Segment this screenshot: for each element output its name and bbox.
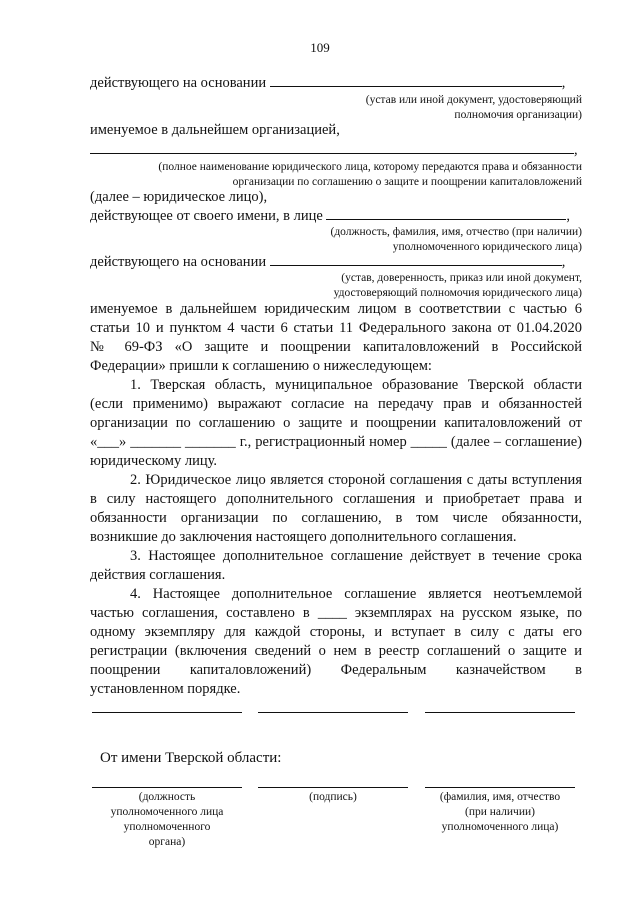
signature-line: [425, 787, 575, 788]
blank-field: [326, 207, 566, 220]
p1-line: организации по соглашению о защите и поощрении капиталовложений от: [90, 415, 582, 431]
p3-line: действия соглашения.: [90, 567, 226, 583]
blank-field: [270, 74, 562, 87]
signature-line: [92, 787, 242, 788]
acting-basis-line: действующего на основании ,: [90, 75, 566, 91]
acting-basis-label: действующего на основании: [90, 75, 267, 91]
caption-position: (должность уполномоченного лица уполномоченного органа): [110, 791, 224, 848]
signature-line: [92, 712, 242, 713]
page-number: 109: [310, 40, 330, 55]
org-name-line: ,: [90, 141, 578, 159]
footnote: удостоверяющий полномочия юридического лица): [333, 287, 582, 299]
p1-line: юридическому лицу.: [90, 453, 218, 469]
p2-line: в силу настоящего дополнительного соглашения и приобретает права и: [90, 491, 582, 507]
p4-line: поощрении капиталовложений) Федеральным казначейством в: [90, 662, 582, 678]
footnote: (должность, фамилия, имя, отчество (при наличии): [330, 226, 582, 238]
intro-line: № 69-ФЗ «О защите и поощрении капиталовложений в Российской: [90, 339, 582, 355]
acting-basis2-line: действующего на основании ,: [90, 254, 566, 270]
intro-line: Федерации» пришли к соглашению о нижеследующем:: [90, 358, 432, 374]
blank-field: [90, 141, 574, 154]
hereinafter-org: именуемое в дальнейшем организацией,: [90, 122, 340, 138]
caption-name: (фамилия, имя, отчество (при наличии) уполномоченного лица): [439, 791, 561, 833]
p2-line: 2. Юридическое лицо является стороной соглашения с даты вступления: [130, 472, 582, 488]
p4-line: 4. Настоящее дополнительное соглашение является неотъемлемой: [130, 586, 582, 602]
signature-line: [425, 712, 575, 713]
p1-line: (если применимо) выражают согласие на передачу прав и обязанностей: [90, 396, 582, 412]
p3-line: 3. Настоящее дополнительное соглашение действует в течение срока: [130, 548, 582, 564]
p1-line: 1. Тверская область, муниципальное образование Тверской области: [130, 377, 582, 393]
footnote: (полное наименование юридического лица, которому передаются права и обязанности: [158, 161, 582, 173]
signature-line: [258, 787, 408, 788]
p4-line: установленном порядке.: [90, 681, 241, 697]
footnote: (устав или иной документ, удостоверяющий: [365, 94, 582, 106]
acting-person-line: действующее от своего имени, в лице ,: [90, 208, 571, 224]
signature-line: [258, 712, 408, 713]
footnote: полномочия организации): [454, 109, 582, 121]
p4-line: регистрации (включения сведений о нем в реестр соглашений о защите и: [90, 643, 582, 659]
p4-line: частью соглашения, составлено в ____ экземплярах на русском языке, по: [90, 605, 582, 621]
footnote: (устав, доверенность, приказ или иной документ,: [341, 272, 582, 284]
footnote: организации по соглашению о защите и поощрении капиталовложений: [232, 176, 582, 188]
blank-field: [270, 253, 562, 266]
caption-signature: (подпись): [309, 791, 357, 803]
intro-line: именуемое в дальнейшем юридическим лицом в соответствии с частью 6: [90, 301, 582, 317]
p2-line: обязанности организации по соглашению, в том числе обязанности,: [90, 510, 582, 526]
p1-line: «___» _______ _______ г., регистрационный номер _____ (далее – соглашение): [90, 434, 582, 450]
p2-line: возникшие до заключения настоящего дополнительного соглашения.: [90, 529, 517, 545]
on-behalf-label: От имени Тверской области:: [100, 750, 282, 766]
intro-line: статьи 10 и пунктом 4 части 6 статьи 11 Федерального закона от 01.04.2020: [90, 320, 582, 336]
hereinafter-legal: (далее – юридическое лицо),: [90, 189, 268, 205]
p4-line: одному экземпляру для каждой стороны, и вступает в силу с даты его: [90, 624, 582, 640]
footnote: уполномоченного юридического лица): [392, 241, 582, 253]
